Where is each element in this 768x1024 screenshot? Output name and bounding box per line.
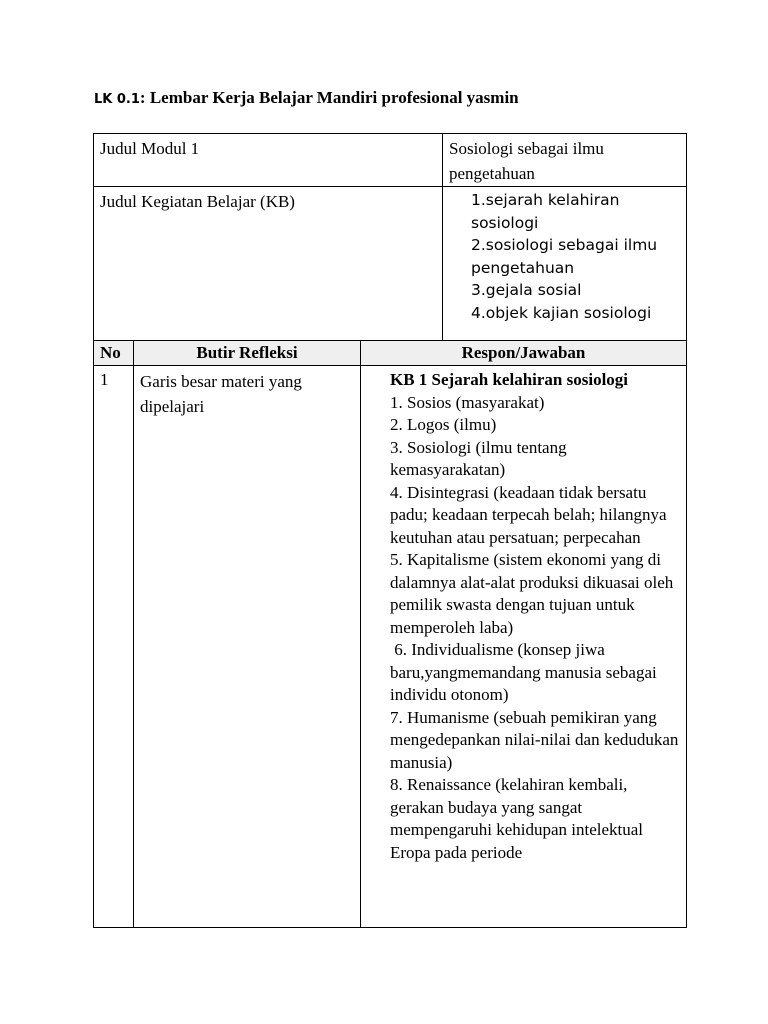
respon-item: 3. Sosiologi (ilmu tentang kemasyarakatan): [390, 437, 567, 479]
row-respon: [361, 366, 687, 928]
respon-item: 6. Individualisme (konsep jiwa baru,yangmemandang manusia sebagai individu otonom): [390, 640, 661, 704]
worksheet-code: LK 0.1: [94, 92, 140, 107]
respon-item: 8. Renaissance (kelahiran kembali, gerakan budaya yang sangat mempengaruhi kehidupan intelektual Eropa pada periode: [390, 775, 644, 862]
header-butir: Butir Refleksi: [134, 341, 361, 366]
row-butir: Garis besar materi yang dipelajari: [134, 366, 361, 928]
kb-item: 3.gejala sosial: [471, 281, 582, 299]
page-title: [94, 88, 519, 108]
header-no: No: [94, 341, 134, 366]
respon-item: 2. Logos (ilmu): [390, 415, 497, 434]
worksheet-title: : Lembar Kerja Belajar Mandiri profesional yasmin: [139, 88, 519, 107]
kb-item: 4.objek kajian sosiologi: [471, 303, 652, 322]
kb-row: [94, 187, 687, 343]
row-number: 1: [94, 366, 134, 928]
respon-item: 4. Disintegrasi (keadaan tidak bersatu padu; keadaan terpecah belah; hilangnya keutuhan atau persatuan; perpecahan: [390, 482, 667, 547]
modul-label: Judul Modul 1: [94, 134, 443, 187]
modul-value: Sosiologi sebagai ilmu pengetahuan: [443, 134, 687, 187]
kb-label: Judul Kegiatan Belajar (KB): [94, 187, 443, 343]
kb-list: [449, 189, 680, 324]
reflection-header-row: [94, 341, 687, 366]
table-row: [94, 366, 687, 928]
respon-item: 1. Sosios (masyarakat): [390, 392, 545, 412]
respon-heading: KB 1 Sejarah kelahiran sosiologi: [390, 370, 629, 389]
kb-value: [443, 187, 687, 343]
modul-row: [94, 134, 687, 187]
respon-item: 5. Kapitalisme (sistem ekonomi yang di dalamnya alat-alat produksi dikuasai oleh pemilik swasta dengan tujuan untuk memperoleh laba): [390, 550, 674, 637]
header-respon: Respon/Jawaban: [361, 341, 687, 366]
module-info-table: [93, 133, 687, 343]
reflection-table: [93, 340, 687, 928]
respon-item: 7. Humanisme (sebuah pemikiran yang mengedepankan nilai-nilai dan kedudukan manusia): [390, 707, 679, 772]
kb-item: 2.sosiologi sebagai ilmu pengetahuan: [471, 236, 658, 277]
kb-item: 1.sejarah kelahiran sosiologi: [471, 191, 620, 232]
